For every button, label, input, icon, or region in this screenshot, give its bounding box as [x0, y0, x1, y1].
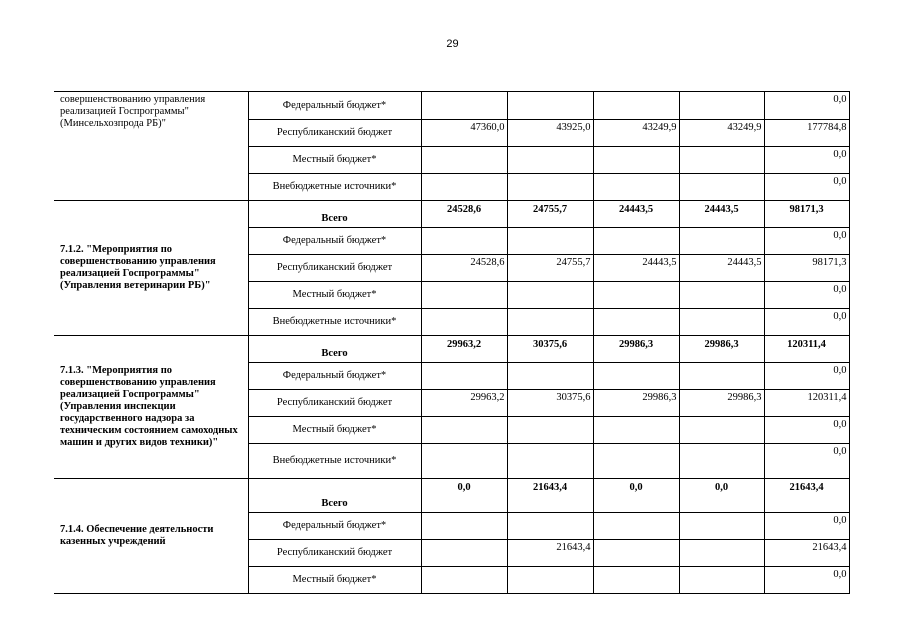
year-value-cell	[593, 444, 679, 479]
table-row	[54, 92, 849, 120]
year-value-cell	[679, 513, 764, 540]
year-value-cell: 24443,5	[679, 201, 764, 228]
year-value-cell	[679, 363, 764, 390]
year-value-cell	[679, 92, 764, 120]
year-value-cell	[679, 228, 764, 255]
year-value-cell	[593, 363, 679, 390]
year-value-cell	[507, 417, 593, 444]
year-value-cell	[421, 147, 507, 174]
total-value-cell: 0,0	[764, 92, 849, 120]
year-value-cell	[593, 174, 679, 201]
funding-source-cell: Местный бюджет*	[248, 417, 421, 444]
year-value-cell: 0,0	[679, 479, 764, 513]
year-value-cell: 29986,3	[593, 390, 679, 417]
year-value-cell	[593, 92, 679, 120]
funding-source-cell: Федеральный бюджет*	[248, 92, 421, 120]
total-value-cell: 21643,4	[764, 540, 849, 567]
total-value-cell: 98171,3	[764, 201, 849, 228]
total-value-cell: 0,0	[764, 147, 849, 174]
program-name-cell: 7.1.2. "Мероприятия по совершенствованию управления реализацией Госпрограммы" (Управления ветеринарии РБ)"	[54, 201, 248, 336]
table-row-total	[54, 336, 849, 363]
year-value-cell: 24528,6	[421, 201, 507, 228]
year-value-cell	[507, 309, 593, 336]
year-value-cell	[421, 363, 507, 390]
funding-source-cell: Республиканский бюджет	[248, 390, 421, 417]
funding-source-cell: Федеральный бюджет*	[248, 513, 421, 540]
year-value-cell: 29986,3	[679, 390, 764, 417]
funding-source-cell: Местный бюджет*	[248, 147, 421, 174]
total-value-cell: 0,0	[764, 282, 849, 309]
year-value-cell: 24755,7	[507, 201, 593, 228]
funding-source-cell: Внебюджетные источники*	[248, 174, 421, 201]
funding-source-cell: Всего	[248, 201, 421, 228]
year-value-cell	[593, 513, 679, 540]
total-value-cell: 0,0	[764, 567, 849, 594]
year-value-cell	[507, 228, 593, 255]
funding-source-cell: Федеральный бюджет*	[248, 228, 421, 255]
total-value-cell: 0,0	[764, 174, 849, 201]
year-value-cell	[507, 174, 593, 201]
year-value-cell	[593, 147, 679, 174]
year-value-cell	[507, 513, 593, 540]
year-value-cell	[679, 444, 764, 479]
year-value-cell	[421, 513, 507, 540]
year-value-cell	[593, 567, 679, 594]
funding-source-cell: Республиканский бюджет	[248, 255, 421, 282]
year-value-cell: 24755,7	[507, 255, 593, 282]
year-value-cell	[679, 309, 764, 336]
year-value-cell	[679, 540, 764, 567]
year-value-cell: 21643,4	[507, 540, 593, 567]
year-value-cell	[421, 282, 507, 309]
year-value-cell	[679, 174, 764, 201]
year-value-cell: 24528,6	[421, 255, 507, 282]
year-value-cell	[593, 309, 679, 336]
year-value-cell	[421, 444, 507, 479]
year-value-cell: 24443,5	[593, 255, 679, 282]
program-name-cell: совершенствованию управления реализацией Госпрограммы" (Минсельхозпрода РБ)"	[54, 92, 248, 201]
total-value-cell: 0,0	[764, 228, 849, 255]
year-value-cell	[421, 92, 507, 120]
year-value-cell	[593, 228, 679, 255]
total-value-cell: 0,0	[764, 444, 849, 479]
year-value-cell: 30375,6	[507, 390, 593, 417]
total-value-cell: 120311,4	[764, 390, 849, 417]
funding-source-cell: Местный бюджет*	[248, 567, 421, 594]
year-value-cell: 24443,5	[679, 255, 764, 282]
year-value-cell: 43925,0	[507, 120, 593, 147]
funding-source-cell: Местный бюджет*	[248, 282, 421, 309]
funding-source-cell: Федеральный бюджет*	[248, 363, 421, 390]
year-value-cell	[421, 309, 507, 336]
year-value-cell: 29986,3	[593, 336, 679, 363]
year-value-cell	[421, 567, 507, 594]
total-value-cell: 120311,4	[764, 336, 849, 363]
year-value-cell: 47360,0	[421, 120, 507, 147]
year-value-cell	[679, 282, 764, 309]
year-value-cell	[507, 92, 593, 120]
funding-table	[54, 91, 850, 594]
year-value-cell	[507, 282, 593, 309]
year-value-cell: 43249,9	[593, 120, 679, 147]
total-value-cell: 21643,4	[764, 479, 849, 513]
funding-source-cell: Внебюджетные источники*	[248, 444, 421, 479]
year-value-cell	[679, 567, 764, 594]
year-value-cell	[421, 228, 507, 255]
year-value-cell	[507, 444, 593, 479]
total-value-cell: 0,0	[764, 363, 849, 390]
year-value-cell	[507, 147, 593, 174]
year-value-cell: 30375,6	[507, 336, 593, 363]
funding-source-cell: Всего	[248, 479, 421, 513]
year-value-cell	[593, 540, 679, 567]
year-value-cell: 29986,3	[679, 336, 764, 363]
year-value-cell	[679, 147, 764, 174]
total-value-cell: 0,0	[764, 309, 849, 336]
funding-source-cell: Внебюджетные источники*	[248, 309, 421, 336]
year-value-cell	[679, 417, 764, 444]
year-value-cell	[593, 282, 679, 309]
total-value-cell: 177784,8	[764, 120, 849, 147]
year-value-cell: 0,0	[593, 479, 679, 513]
total-value-cell: 0,0	[764, 513, 849, 540]
year-value-cell: 43249,9	[679, 120, 764, 147]
funding-source-cell: Республиканский бюджет	[248, 120, 421, 147]
table-row-total	[54, 201, 849, 228]
year-value-cell: 0,0	[421, 479, 507, 513]
year-value-cell	[593, 417, 679, 444]
year-value-cell: 21643,4	[507, 479, 593, 513]
table-row-total	[54, 479, 849, 513]
year-value-cell: 29963,2	[421, 336, 507, 363]
program-name-cell: 7.1.3. "Мероприятия по совершенствованию управления реализацией Госпрограммы" (Управления инспекции государственного надзора за техническим состоянием самоходных машин и других видов техники)"	[54, 336, 248, 479]
funding-source-cell: Всего	[248, 336, 421, 363]
year-value-cell	[507, 567, 593, 594]
year-value-cell: 24443,5	[593, 201, 679, 228]
total-value-cell: 98171,3	[764, 255, 849, 282]
page-number: 29	[446, 38, 459, 50]
funding-source-cell: Республиканский бюджет	[248, 540, 421, 567]
year-value-cell	[421, 417, 507, 444]
year-value-cell	[421, 174, 507, 201]
total-value-cell: 0,0	[764, 417, 849, 444]
year-value-cell	[507, 363, 593, 390]
year-value-cell	[421, 540, 507, 567]
program-name-cell: 7.1.4. Обеспечение деятельности казенных учреждений	[54, 479, 248, 594]
year-value-cell: 29963,2	[421, 390, 507, 417]
